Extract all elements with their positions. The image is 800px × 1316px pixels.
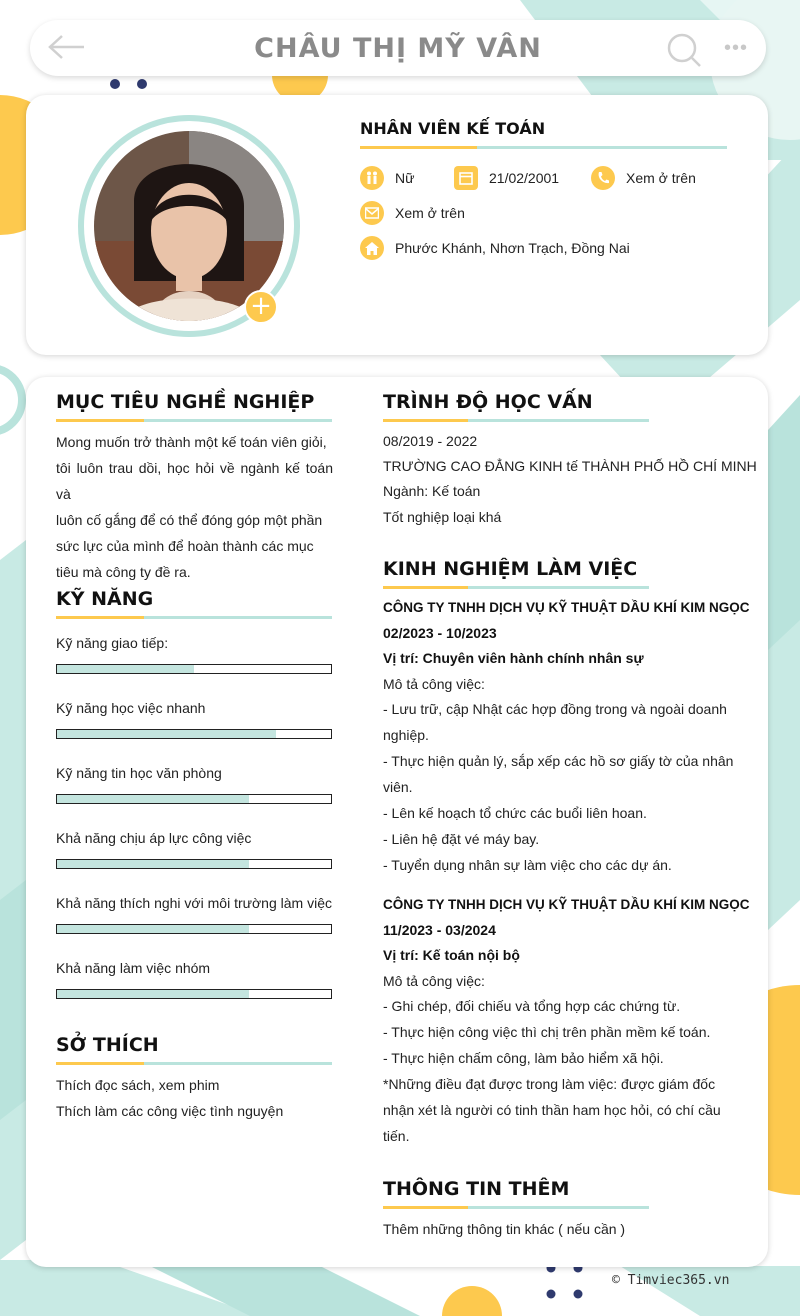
- gender-icon: [360, 166, 384, 190]
- hobby-item: Thích đọc sách, xem phim: [56, 1077, 220, 1093]
- header-bar: [30, 20, 766, 76]
- skill-bar-fill: [57, 665, 194, 673]
- profile-card: [26, 95, 768, 355]
- objective-divider: [56, 419, 332, 422]
- email-info: Xem ở trên: [360, 201, 465, 225]
- calendar-icon: [454, 166, 478, 190]
- experience-title: KINH NGHIỆM LÀM VIỆC: [383, 558, 638, 580]
- extra-info-text: Thêm những thông tin khác ( nếu cần ): [383, 1221, 626, 1237]
- education-school: TRƯỜNG CAO ĐẲNG KINH tế THÀNH PHỐ HỒ CHÍ MINH: [383, 458, 757, 474]
- job-title-divider: [360, 146, 727, 149]
- skill-label: Khả năng thích nghi với môi trường làm việc: [56, 895, 332, 911]
- education-divider: [383, 419, 649, 422]
- phone-icon: [591, 166, 615, 190]
- education-period: 08/2019 - 2022: [383, 433, 478, 449]
- job-title: NHÂN VIÊN KẾ TOÁN: [360, 119, 546, 138]
- skill-bar: [56, 989, 332, 999]
- watermark: © Timviec365.vn: [612, 1273, 730, 1288]
- back-arrow-icon[interactable]: [48, 34, 86, 60]
- skill-bar: [56, 859, 332, 869]
- experience-divider: [383, 586, 649, 589]
- skill-bar-fill: [57, 730, 276, 738]
- job-desc: - Ghi chép, đối chiếu và tổng hợp các chứng từ. - Thực hiện công việc thì chị trên phần mềm kế toán. - Thực hiện chấm công, làm bảo hiểm xã hội. *Những điều đạt được trong làm việc: được giám đốc nhận xét là người có tinh thần ham học hỏi, có chí cầu tiến.: [383, 998, 721, 1144]
- extra-info-title: THÔNG TIN THÊM: [383, 1178, 570, 1200]
- hobby-item: Thích làm các công việc tình nguyện: [56, 1103, 284, 1119]
- job-desc-label: Mô tả công việc:: [383, 973, 485, 989]
- objective-title: MỤC TIÊU NGHỀ NGHIỆP: [56, 391, 315, 413]
- skill-bar: [56, 664, 332, 674]
- skills-divider: [56, 616, 332, 619]
- email-icon: [360, 201, 384, 225]
- candidate-name: CHÂU THỊ MỸ VÂN: [254, 32, 542, 64]
- job-position: Vị trí: Chuyên viên hành chính nhân sự: [383, 650, 644, 666]
- job-desc: - Lưu trữ, cập Nhật các hợp đồng trong và ngoài doanh nghiệp. - Thực hiện quản lý, sắp xếp các hồ sơ giấy tờ của nhân viên. - Lên kế hoạch tổ chức các buổi liên hoan. - Liên hệ đặt vé máy bay. - Tuyển dụng nhân sự làm việc cho các dự án.: [383, 701, 734, 873]
- gender-info: Nữ: [360, 166, 414, 190]
- resume-body-card: [26, 377, 768, 1267]
- education-title: TRÌNH ĐỘ HỌC VẤN: [383, 391, 593, 413]
- skill-label: Kỹ năng giao tiếp:: [56, 635, 169, 651]
- skill-bar-fill: [57, 860, 249, 868]
- skill-bar: [56, 729, 332, 739]
- skill-label: Khả năng làm việc nhóm: [56, 960, 211, 976]
- home-icon: [360, 236, 384, 260]
- skill-label: Khả năng chịu áp lực công việc: [56, 830, 252, 846]
- job-position: Vị trí: Kế toán nội bộ: [383, 947, 520, 963]
- job-company: CÔNG TY TNHH DỊCH VỤ KỸ THUẬT DẦU KHÍ KIM NGỌC: [383, 600, 750, 615]
- add-photo-button[interactable]: +: [244, 290, 278, 324]
- job-period: 11/2023 - 03/2024: [383, 922, 496, 938]
- birthday-info: 21/02/2001: [454, 166, 559, 190]
- extra-info-divider: [383, 1206, 649, 1209]
- job-company: CÔNG TY TNHH DỊCH VỤ KỸ THUẬT DẦU KHÍ KIM NGỌC: [383, 897, 750, 912]
- skill-bar: [56, 924, 332, 934]
- search-icon[interactable]: [666, 32, 702, 68]
- hobbies-divider: [56, 1062, 332, 1065]
- phone-info: Xem ở trên: [591, 166, 696, 190]
- skill-bar-fill: [57, 795, 249, 803]
- education-grade: Tốt nghiệp loại khá: [383, 509, 502, 525]
- objective-text: Mong muốn trở thành một kế toán viên giỏi, tôi luôn trau dồi, học hỏi về ngành kế toán và luôn cố gắng để có thể đóng góp một phần sức lực của mình để hoàn thành các mục tiêu mà công ty đề ra.: [56, 434, 333, 580]
- hobbies-title: SỞ THÍCH: [56, 1034, 159, 1056]
- job-period: 02/2023 - 10/2023: [383, 625, 497, 641]
- skill-bar-fill: [57, 990, 249, 998]
- skill-bar-fill: [57, 925, 249, 933]
- skill-bar: [56, 794, 332, 804]
- more-options-icon[interactable]: •••: [724, 37, 749, 59]
- address-info: Phước Khánh, Nhơn Trạch, Đồng Nai: [360, 236, 630, 260]
- skills-title: KỸ NĂNG: [56, 588, 154, 610]
- education-major: Ngành: Kế toán: [383, 483, 481, 499]
- skill-label: Kỹ năng tin học văn phòng: [56, 765, 222, 781]
- job-desc-label: Mô tả công việc:: [383, 676, 485, 692]
- skill-label: Kỹ năng học việc nhanh: [56, 700, 206, 716]
